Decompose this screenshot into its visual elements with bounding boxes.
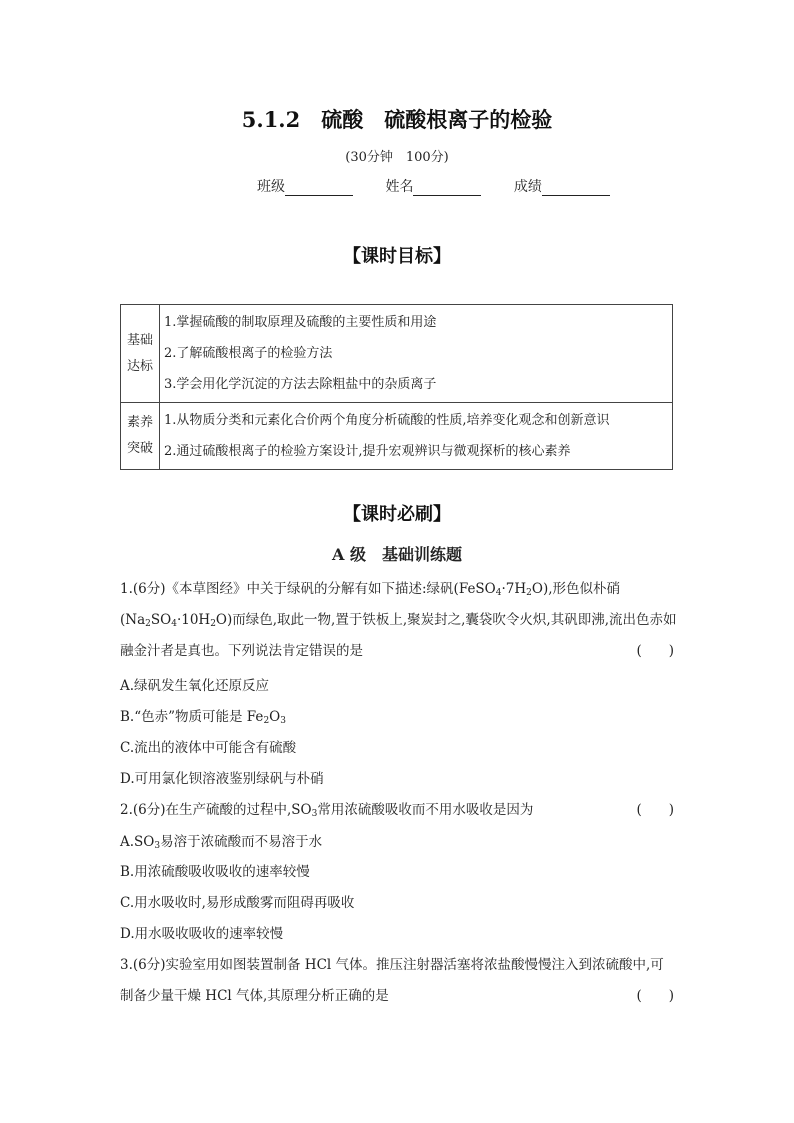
question-1 <box>120 574 676 667</box>
goals-items <box>160 403 673 470</box>
q2-option-b: B.用浓硫酸吸收吸收的速率较慢 <box>120 864 310 880</box>
question-line: 3.(6分)实验室用如图装置制备 HCl 气体。推压注射器活塞将浓盐酸慢慢注入到浓硫酸中,可 <box>120 957 664 973</box>
score-field <box>514 176 610 196</box>
goals-heading: 【课时目标】 <box>343 246 451 267</box>
question-2 <box>120 795 676 826</box>
question-line: 1.(6分)《本草图经》中关于绿矾的分解有如下描述:绿矾$(FeSO_4\cdot 7H_2O)$,形色似朴硝 <box>120 581 621 598</box>
class-field <box>257 176 353 196</box>
name-blank[interactable] <box>413 181 481 196</box>
goals-category: 素养突破 <box>121 403 160 470</box>
level-heading: A 级 基础训练题 <box>332 545 462 564</box>
class-blank[interactable] <box>285 181 353 196</box>
question-line: 融金汁者是真也。下列说法肯定错误的是 ( ) <box>120 636 676 667</box>
answer-bracket[interactable]: ( ) <box>636 988 674 1004</box>
practice-heading: 【课时必刷】 <box>343 504 451 525</box>
goal-item: 2.通过硫酸根离子的检验方案设计,提升宏观辨识与微观探析的核心素养 <box>164 444 571 459</box>
q1-option-c: C.流出的液体中可能含有硫酸 <box>120 740 297 756</box>
question-line: 2.(6分)在生产硫酸的过程中$,SO_3$常用浓硫酸吸收而不用水吸收是因为 ( ) <box>120 795 676 826</box>
goal-item: 1.从物质分类和元素化合价两个角度分析硫酸的性质,培养变化观念和创新意识 <box>164 413 610 428</box>
goal-item: 3.学会用化学沉淀的方法去除粗盐中的杂质离子 <box>164 377 437 392</box>
question-line: 制备少量干燥 HCl 气体,其原理分析正确的是 ( ) <box>120 981 676 1012</box>
q2-option-d: D.用水吸收吸收的速率较慢 <box>120 926 284 942</box>
goals-row-advanced <box>121 403 673 470</box>
goals-row-basic <box>121 305 673 403</box>
answer-bracket[interactable]: ( ) <box>636 802 674 818</box>
q1-option-b: B.“色赤”物质可能是 $Fe_2O_3$ <box>120 709 286 726</box>
question-line: $(Na_2SO_4\cdot 10H_2O)$而绿色,取此一物,置于铁板上,聚炭封之,囊袋吹令火炽,其矾即沸,流出色赤如 <box>120 612 677 629</box>
name-label: 姓名 <box>385 179 414 195</box>
q1-option-d: D.可用氯化钡溶液鉴别绿矾与朴硝 <box>120 771 324 787</box>
goals-table <box>120 304 673 470</box>
q1-option-a: A.绿矾发生氧化还原反应 <box>120 678 270 694</box>
question-3 <box>120 950 676 1012</box>
goals-category: 基础达标 <box>121 305 160 403</box>
name-field <box>385 176 481 196</box>
score-label: 成绩 <box>513 179 542 195</box>
score-blank[interactable] <box>542 181 610 196</box>
answer-bracket[interactable]: ( ) <box>636 643 674 659</box>
q2-option-c: C.用水吸收时,易形成酸雾而阻碍再吸收 <box>120 895 355 911</box>
goal-item: 2.了解硫酸根离子的检验方法 <box>164 346 333 361</box>
class-label: 班级 <box>257 179 285 195</box>
page-title: 5.1.2 硫酸 硫酸根离子的检验 <box>241 107 553 132</box>
goal-item: 1.掌握硫酸的制取原理及硫酸的主要性质和用途 <box>164 315 437 330</box>
q2-option-a: $A.SO_3$易溶于浓硫酸而不易溶于水 <box>120 834 323 851</box>
goals-items <box>160 305 673 403</box>
time-score-note: (30分钟 100分) <box>345 150 449 165</box>
student-info-row <box>257 176 610 196</box>
